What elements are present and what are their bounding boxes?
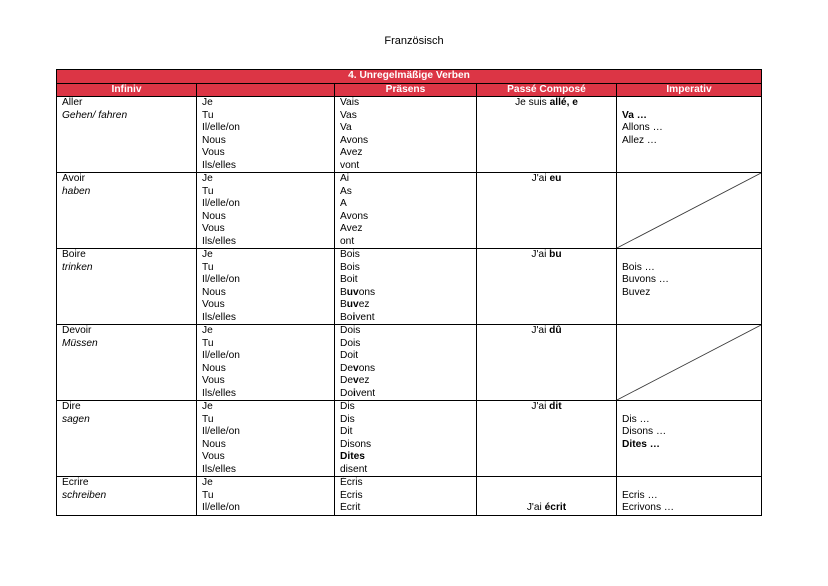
passe-compose-aux: J'ai: [531, 401, 550, 412]
present-form: [340, 287, 471, 300]
present-form: Dis: [340, 413, 355, 425]
present-form-stem: i: [353, 387, 356, 399]
present-cell: [335, 401, 477, 477]
diagonal-line: [617, 325, 761, 400]
present-form: disent: [340, 463, 368, 475]
pronoun: Je: [202, 249, 213, 260]
present-cell: [335, 173, 477, 249]
pronoun: Il/elle/on: [202, 122, 240, 133]
pronoun: Vous: [202, 451, 225, 462]
table-header-row: [57, 83, 762, 97]
present-form-part: Bo: [340, 311, 353, 323]
empty-cell-diagonal: [617, 325, 761, 400]
spacer-line: [622, 249, 756, 262]
present-form: Va: [340, 122, 352, 133]
verb-translation: Müssen: [62, 337, 98, 349]
present-form: Boit: [340, 274, 358, 285]
diagonal-line: [617, 173, 761, 248]
present-form-stem: v: [353, 362, 359, 374]
pronoun: Tu: [202, 413, 214, 425]
verb-translation: sagen: [62, 413, 90, 425]
present-form: Avez: [340, 147, 363, 158]
pronoun: Je: [202, 325, 213, 336]
imperative-cell: [617, 249, 762, 325]
pronoun: Tu: [202, 337, 214, 349]
imperative-cell: [617, 173, 762, 249]
present-form: [340, 375, 471, 388]
present-form: Bois: [340, 249, 360, 260]
present-form: Disons: [340, 438, 372, 450]
passe-compose-cell: [477, 97, 617, 173]
infinitive-cell: [57, 401, 197, 477]
imperative-form: Allons …: [622, 122, 663, 133]
present-form: Dois: [340, 337, 361, 349]
present-form-stem: uv: [346, 299, 359, 310]
imperative-cell: [617, 97, 762, 173]
pronoun: Nous: [202, 134, 226, 146]
present-form-part: Do: [340, 387, 354, 399]
present-form: Écrit: [340, 502, 361, 513]
header-infinitive: Infiniv: [57, 83, 197, 97]
present-form: [340, 363, 471, 376]
pronoun: Nous: [202, 286, 226, 298]
present-form-stem: i: [352, 311, 356, 323]
infinitive-cell: [57, 249, 197, 325]
infinitive-cell: [57, 325, 197, 401]
present-form: ont: [340, 235, 355, 247]
present-form-part: B: [340, 299, 347, 310]
pronoun: Ils/elles: [202, 387, 236, 399]
verb-row-dire: [57, 401, 762, 477]
verb-infinitive: Dire: [62, 401, 81, 412]
present-form-part: ons: [358, 362, 376, 374]
present-form-part: ez: [358, 375, 370, 386]
present-form-stem: uv: [346, 286, 359, 298]
pronoun: Ils/elles: [202, 159, 236, 171]
pronoun: Vous: [202, 299, 225, 310]
header-present: Präsens: [335, 83, 477, 97]
verb-infinitive: Devoir: [62, 325, 92, 336]
pronoun: Nous: [202, 210, 226, 222]
verb-translation: trinken: [62, 261, 93, 273]
present-form-part: De: [340, 362, 354, 374]
present-form: [340, 312, 471, 325]
passe-compose-participle: écrit: [544, 502, 567, 513]
present-form: Vais: [340, 97, 360, 108]
passe-compose-aux: J'ai: [531, 249, 550, 260]
imperative-form: Dites …: [622, 438, 660, 450]
present-form: Bois: [340, 261, 360, 273]
verb-row-aller: [57, 97, 762, 173]
header-pronoun: [197, 83, 335, 97]
pronoun: Tu: [202, 261, 214, 273]
pronoun-cell: [197, 477, 335, 516]
present-form: Avons: [340, 134, 369, 146]
imperative-form: Va …: [622, 109, 647, 121]
passe-compose-participle: bu: [549, 249, 562, 260]
empty-cell-diagonal: [617, 173, 761, 248]
table-banner-row: [57, 70, 762, 84]
passe-compose-cell: [477, 325, 617, 401]
pronoun-cell: [197, 325, 335, 401]
infinitive-cell: [57, 173, 197, 249]
imperative-form: Ecris …: [622, 489, 658, 501]
verb-infinitive: Aller: [62, 97, 83, 108]
infinitive-cell: [57, 477, 197, 516]
spacer-line: [622, 97, 756, 110]
present-form: vont: [340, 159, 360, 171]
imperative-cell: [617, 477, 762, 516]
pronoun: Il/elle/on: [202, 198, 240, 209]
pronoun-cell: [197, 173, 335, 249]
pronoun: Je: [202, 401, 213, 412]
passe-compose-cell: [477, 249, 617, 325]
present-form-part: ons: [358, 286, 376, 298]
present-form: Dois: [340, 325, 361, 336]
imperative-form: Buvons …: [622, 274, 669, 285]
present-form-stem: v: [353, 375, 359, 386]
pronoun: Il/elle/on: [202, 274, 240, 285]
spacer-line: [622, 401, 756, 414]
present-cell: [335, 249, 477, 325]
present-form-part: B: [340, 286, 347, 298]
pronoun: Il/elle/on: [202, 502, 240, 513]
present-form-part: vent: [355, 311, 375, 323]
present-form: Écris: [340, 489, 363, 501]
present-form: [340, 299, 471, 312]
pronoun-cell: [197, 249, 335, 325]
present-form: Avons: [340, 210, 369, 222]
pronoun: Je: [202, 97, 213, 108]
present-form: [340, 388, 471, 401]
passe-compose-participle: dû: [549, 325, 562, 336]
passe-compose-aux: J'ai: [526, 502, 545, 513]
passe-compose-aux: J'ai: [531, 325, 550, 336]
document-title: Französisch: [384, 35, 444, 47]
pronoun: Je: [202, 477, 213, 488]
verb-row-boire: [57, 249, 762, 325]
pronoun-cell: [197, 401, 335, 477]
verb-translation: schreiben: [62, 489, 107, 501]
pronoun: Tu: [202, 489, 214, 501]
present-form: Avez: [340, 223, 363, 234]
present-form: Ai: [340, 173, 350, 184]
present-form-part: ez: [358, 299, 370, 310]
passe-compose-participle: eu: [549, 173, 562, 184]
imperative-form: Disons …: [622, 426, 667, 437]
pronoun: Nous: [202, 362, 226, 374]
pronoun: Nous: [202, 438, 226, 450]
verb-infinitive: Boire: [62, 249, 86, 260]
pronoun: Vous: [202, 223, 225, 234]
pronoun: Ils/elles: [202, 463, 236, 475]
present-form: Doit: [340, 350, 359, 361]
present-form: As: [340, 185, 352, 197]
header-imperative: Imperativ: [617, 83, 762, 97]
verb-row-devoir: [57, 325, 762, 401]
passe-compose-aux: Je suis: [515, 97, 550, 108]
passe-compose-cell: [477, 173, 617, 249]
pronoun: Tu: [202, 185, 214, 197]
passe-compose-cell: [477, 401, 617, 477]
passe-compose-participle: allé, e: [549, 97, 578, 108]
present-form: Vas: [340, 109, 357, 121]
present-form: A: [340, 198, 347, 209]
pronoun: Ils/elles: [202, 311, 236, 323]
imperative-form: Bois …: [622, 261, 655, 273]
imperative-form: Ecrivons …: [622, 502, 675, 513]
present-cell: [335, 325, 477, 401]
passe-compose-participle: dit: [549, 401, 562, 412]
pronoun: Je: [202, 173, 213, 184]
pronoun: Ils/elles: [202, 235, 236, 247]
verb-row-ecrire: [57, 477, 762, 516]
present-form: Dit: [340, 426, 353, 437]
spacer-line: [622, 477, 756, 490]
present-cell: [335, 97, 477, 173]
verb-infinitive: Ecrire: [62, 477, 89, 488]
pronoun: Il/elle/on: [202, 426, 240, 437]
verb-infinitive: Avoir: [62, 173, 86, 184]
present-form-part: De: [340, 375, 354, 386]
passe-compose-aux: J'ai: [531, 173, 550, 184]
imperative-form: Buvez: [622, 286, 651, 298]
header-passe-compose: Passé Composé: [477, 83, 617, 97]
irregular-verbs-table: [56, 69, 762, 516]
pronoun: Vous: [202, 375, 225, 386]
imperative-cell: [617, 325, 762, 401]
verb-row-avoir: [57, 173, 762, 249]
present-form-part: vent: [355, 387, 376, 399]
verb-translation: Gehen/ fahren: [62, 109, 128, 121]
present-form: Écris: [340, 477, 363, 488]
pronoun: Il/elle/on: [202, 350, 240, 361]
verb-translation: haben: [62, 185, 91, 197]
pronoun: Vous: [202, 147, 225, 158]
passe-compose-cell: [477, 477, 617, 516]
imperative-form: Allez …: [622, 134, 658, 146]
present-form: Dis: [340, 401, 355, 412]
imperative-form: Dis …: [622, 413, 650, 425]
present-form: Dites: [340, 451, 365, 462]
imperative-cell: [617, 401, 762, 477]
pronoun-cell: [197, 97, 335, 173]
table-banner: 4. Unregelmäßige Verben: [57, 70, 762, 84]
present-cell: [335, 477, 477, 516]
pronoun: Tu: [202, 109, 214, 121]
infinitive-cell: [57, 97, 197, 173]
